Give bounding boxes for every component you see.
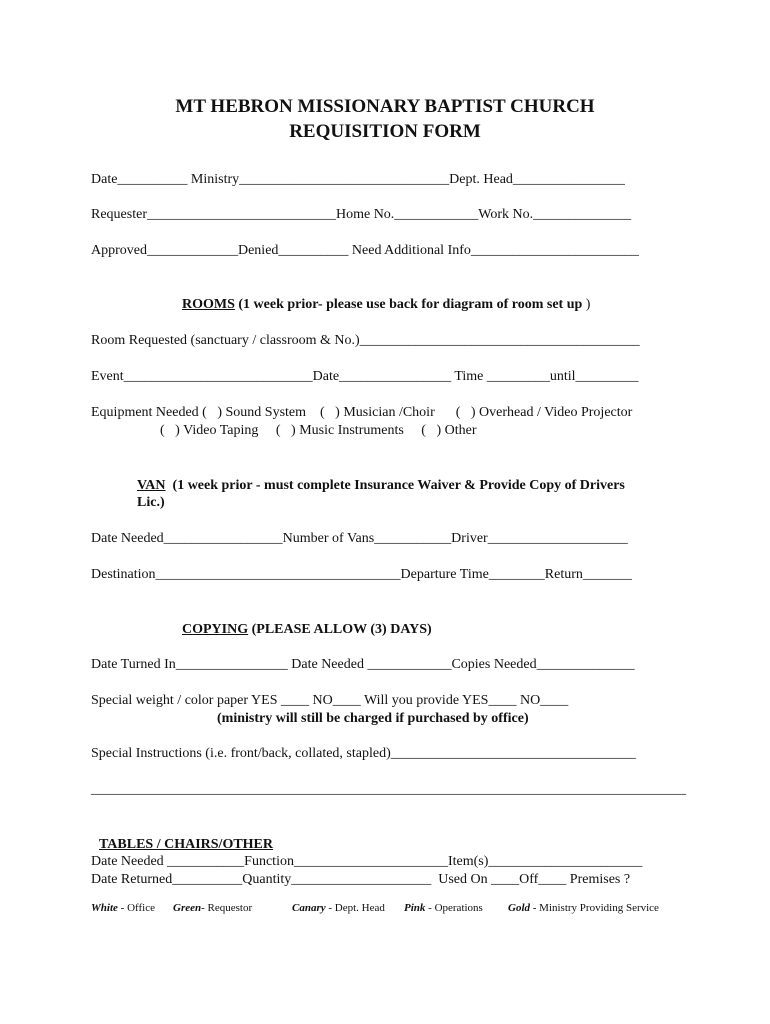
footer-green-text: - Requestor [201,902,253,914]
form-title-church: MT HEBRON MISSIONARY BAPTIST CHURCH [175,96,595,117]
footer-pink-label: Pink [404,902,426,914]
general-line-requester: Requester___________________________Home No.____________Work No.______________ [91,207,632,222]
tables-line-date-returned: Date Returned__________Quantity____________________ Used On ____Off____ Premises ? [91,872,631,887]
copying-line-instructions: Special Instructions (i.e. front/back, collated, stapled)___________________________________ [91,746,636,761]
rooms-heading-label: ROOMS [182,297,235,312]
copying-line-blank: _____________________________________________________________________________________ [91,782,686,797]
van-heading-label: VAN [137,478,166,493]
footer-green-label: Green [173,902,202,914]
van-heading-text: (1 week prior - must complete Insurance Waiver & Provide Copy of Drivers [165,478,625,493]
footer-green-copy [173,902,252,915]
general-line-approved: Approved_____________Denied__________ Need Additional Info________________________ [91,243,639,258]
rooms-line-event: Event___________________________Date________________ Time _________until_________ [91,369,639,384]
footer-gold-label: Gold [508,902,530,914]
rooms-heading [182,296,590,313]
rooms-heading-close: ) [585,297,591,312]
footer-canary-copy [292,902,385,915]
rooms-line-equipment: Equipment Needed ( ) Sound System ( ) Musician /Choir ( ) Overhead / Video Projector [91,405,633,420]
general-line-date-ministry: Date__________ Ministry______________________________Dept. Head________________ [91,172,625,187]
footer-white-text: - Office [117,902,155,914]
copying-line-dates: Date Turned In________________ Date Needed ____________Copies Needed______________ [91,657,635,672]
tables-heading [99,836,273,853]
rooms-line-equipment-2: ( ) Video Taping ( ) Music Instruments ( ) Other [160,423,477,438]
copying-note: (ministry will still be charged if purchased by office) [217,711,529,726]
footer-canary-text: - Dept. Head [325,902,385,914]
van-heading [137,477,625,494]
tables-heading-label: TABLES / CHAIRS/OTHER [99,837,274,852]
footer-gold-copy [508,902,659,915]
van-heading-line2: Lic.) [137,495,165,510]
footer-gold-text: - Ministry Providing Service [530,902,659,914]
van-line-date-needed: Date Needed_________________Number of Vans___________Driver____________________ [91,531,628,546]
footer-white-copy [91,902,155,915]
footer-pink-text: - Operations [425,902,483,914]
rooms-heading-text: (1 week prior- please use back for diagram of room set up [234,297,586,312]
rooms-line-room-requested: Room Requested (sanctuary / classroom & No.)________________________________________ [91,333,640,348]
footer-canary-label: Canary [292,902,326,914]
footer-white-label: White [91,902,118,914]
copying-heading-text: (PLEASE ALLOW (3) DAYS) [248,622,432,637]
copying-heading-label: COPYING [182,622,249,637]
tables-line-date-needed: Date Needed ___________Function______________________Item(s)______________________ [91,854,643,869]
footer-pink-copy [404,902,483,915]
van-line-destination: Destination___________________________________Departure Time________Return_______ [91,567,632,582]
copying-heading [182,621,432,638]
form-title-requisition: REQUISITION FORM [289,121,481,142]
copying-line-paper: Special weight / color paper YES ____ NO____ Will you provide YES____ NO____ [91,693,569,708]
